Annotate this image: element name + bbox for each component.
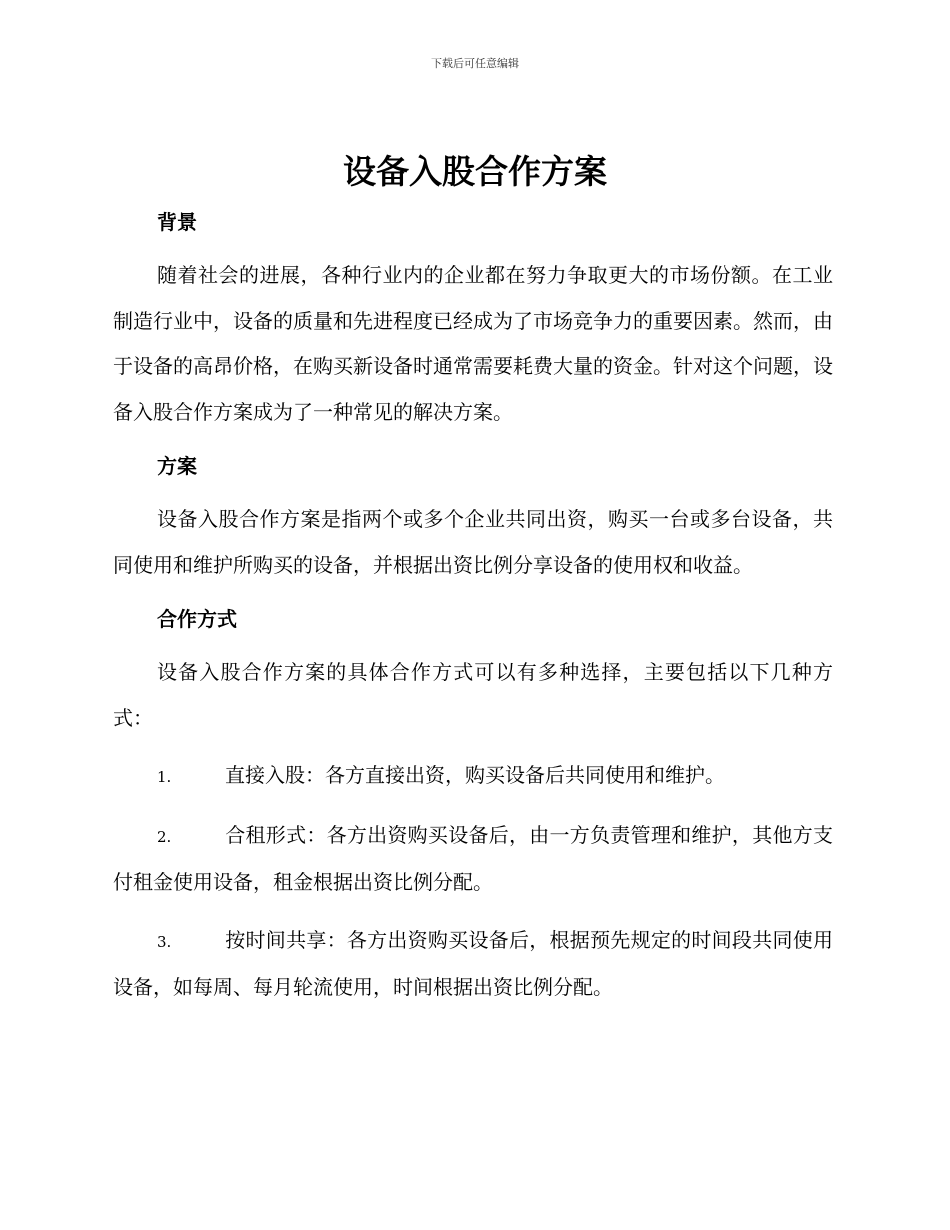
list-number: 1. <box>157 768 172 786</box>
section-heading-background: 背景 <box>157 210 197 234</box>
paragraph-plan: 设备入股合作方案是指两个或多个企业共同出资，购买一台或多台设备，共同使用和维护所购买的设备，并根据出资比例分享设备的使用权和收益。 <box>113 507 833 577</box>
list-number: 2. <box>157 827 172 846</box>
paragraph-background: 随着社会的进展，各种行业内的企业都在努力争取更大的市场份额。在工业制造行业中，设备的质量和先进程度已经成为了市场竞争力的重要因素。然而，由于设备的高昂价格，在购买新设备时通常需要耗费大量的资金。针对这个问题，设备入股合作方案成为了一种常见的解决方案。 <box>113 263 833 424</box>
header-note: 下载后可任意编辑 <box>431 57 519 70</box>
paragraph-cooperation: 设备入股合作方案的具体合作方式可以有多种选择，主要包括以下几种方式： <box>113 660 833 730</box>
document-body <box>113 203 833 1023</box>
list-item <box>113 753 833 801</box>
document-title: 设备入股合作方案 <box>343 152 607 191</box>
section-heading-plan: 方案 <box>157 454 197 478</box>
list-text: 直接入股：各方直接出资，购买设备后共同使用和维护。 <box>225 763 725 787</box>
list-number: 3. <box>157 932 172 951</box>
section-heading-cooperation: 合作方式 <box>157 607 237 631</box>
list-item <box>113 813 833 906</box>
list-item <box>113 918 833 1011</box>
list-text: 按时间共享：各方出资购买设备后，根据预先规定的时间段共同使用设备，如每周、每月轮流使用，时间根据出资比例分配。 <box>113 927 833 999</box>
list-text: 合租形式：各方出资购买设备后，由一方负责管理和维护，其他方支付租金使用设备，租金根据出资比例分配。 <box>113 822 833 894</box>
